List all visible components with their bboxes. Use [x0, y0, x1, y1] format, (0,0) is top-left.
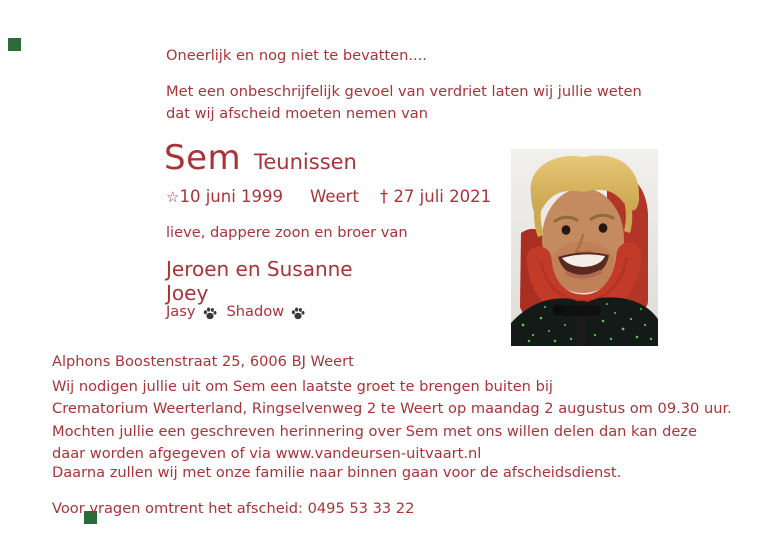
memory-paragraph — [52, 421, 697, 465]
eye-left — [562, 225, 571, 235]
portrait-photo — [511, 149, 658, 346]
family-pets — [166, 303, 315, 321]
support-knob — [553, 305, 564, 316]
birth-place: Weert — [310, 187, 359, 206]
birth-star-icon: ☆ — [166, 188, 180, 206]
deceased-last-name: Teunissen — [254, 150, 357, 174]
memory-line1: Mochten jullie een geschreven herinnering over Sem met ons willen delen dan kan deze — [52, 423, 697, 440]
intro-paragraph — [166, 81, 642, 125]
paw-print-icon — [291, 307, 305, 320]
address-line: Alphons Boostenstraat 25, 6006 BJ Weert — [52, 353, 354, 370]
intro-paragraph-line1: Met een onbeschrijfelijk gevoel van verdriet laten wij jullie weten — [166, 83, 642, 100]
phone-line: Voor vragen omtrent het afscheid: 0495 53 33 22 — [52, 500, 415, 517]
service-line: Daarna zullen wij met onze familie naar binnen gaan voor de afscheidsdienst. — [52, 464, 622, 481]
birth-date: 10 juni 1999 — [179, 187, 284, 206]
life-dates — [166, 187, 491, 206]
family-parents: Jeroen en Susanne — [166, 257, 353, 281]
death-date: 27 juli 2021 — [393, 187, 492, 206]
relation-line: lieve, dappere zoon en broer van — [166, 224, 408, 241]
paw-print-icon — [203, 307, 217, 320]
intro-line: Oneerlijk en nog niet te bevatten.... — [166, 47, 427, 64]
pet-name-jasy: Jasy — [166, 303, 196, 320]
green-square-marker-top — [8, 38, 21, 51]
deceased-name — [164, 138, 357, 178]
invitation-line1: Wij nodigen jullie uit om Sem een laatste groet te brengen buiten bij — [52, 378, 553, 395]
eye-right — [599, 223, 608, 233]
invitation-line2: Crematorium Weerterland, Ringselvenweg 2 te Weert op maandag 2 augustus om 09.30 uur. — [52, 400, 732, 417]
death-dagger-icon: † — [379, 187, 389, 206]
support-clamp — [561, 305, 601, 316]
family-brother: Joey — [166, 281, 209, 305]
memory-line2: daar worden afgegeven of via www.vandeursen-uitvaart.nl — [52, 445, 482, 462]
invitation-paragraph — [52, 376, 732, 420]
pet-name-shadow: Shadow — [226, 303, 285, 320]
deceased-first-name: Sem — [164, 138, 242, 178]
intro-paragraph-line2: dat wij afscheid moeten nemen van — [166, 105, 428, 122]
